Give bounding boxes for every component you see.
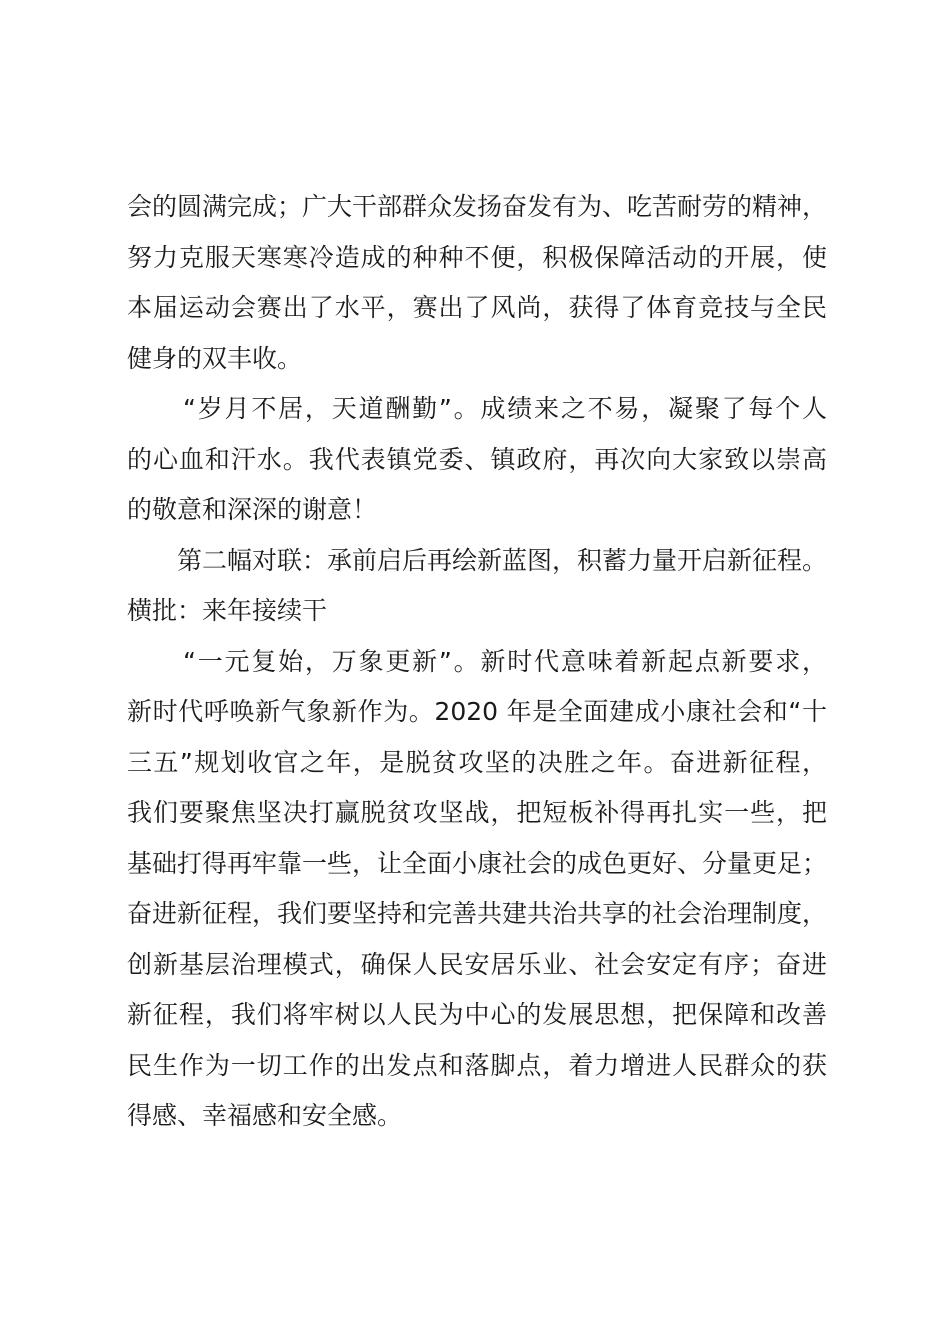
text-line: 得感、幸福感和安全感。 — [127, 1101, 403, 1130]
text-line: “岁月不居，天道酬勤”。成绩来之不易，凝聚了每个人 — [183, 394, 827, 423]
paragraph-second-couplet — [127, 536, 827, 637]
text-line: 新时代呼唤新气象新作为。2020 年是全面建成小康社会和“十 — [127, 697, 827, 726]
text-line: 会的圆满完成；广大干部群众发扬奋发有为、吃苦耐劳的精神， — [127, 192, 828, 221]
text-line: 基础打得再牢靠一些，让全面小康社会的成色更好、分量更足； — [127, 848, 828, 878]
text-line: 的敬意和深深的谢意！ — [127, 495, 378, 524]
paragraph-sports-meet-closing — [127, 182, 827, 384]
text-line: 本届运动会赛出了水平，赛出了风尚，获得了体育竞技与全民 — [127, 293, 827, 322]
text-line: 我们要聚焦坚决打赢脱贫攻坚战，把短板补得再扎实一些，把 — [127, 798, 827, 827]
text-line: 横批：来年接续干 — [127, 596, 328, 625]
paragraph-new-era — [127, 637, 827, 1142]
text-line: 努力克服天寒寒冷造成的种种不便，积极保障活动的开展，使 — [127, 242, 827, 272]
text-line: 第二幅对联：承前启后再绘新蓝图，积蓄力量开启新征程。 — [177, 545, 828, 575]
text-line: 三五”规划收官之年，是脱贫攻坚的决胜之年。奋进新征程， — [127, 747, 827, 777]
paragraph-thanks — [127, 384, 827, 536]
text-line: 健身的双丰收。 — [127, 343, 303, 373]
text-line: 新征程，我们将牢树以人民为中心的发展思想，把保障和改善 — [127, 1000, 827, 1029]
text-line: 的心血和汗水。我代表镇党委、镇政府，再次向大家致以崇高 — [127, 444, 827, 474]
text-line: “一元复始，万象更新”。新时代意味着新起点新要求， — [183, 646, 827, 676]
text-line: 奋进新征程，我们要坚持和完善共建共治共享的社会治理制度， — [127, 899, 828, 928]
text-line: 民生作为一切工作的出发点和落脚点，着力增进人民群众的获 — [127, 1050, 827, 1080]
document-page — [127, 182, 827, 1142]
text-line: 创新基层治理模式，确保人民安居乐业、社会安定有序；奋进 — [127, 949, 827, 979]
